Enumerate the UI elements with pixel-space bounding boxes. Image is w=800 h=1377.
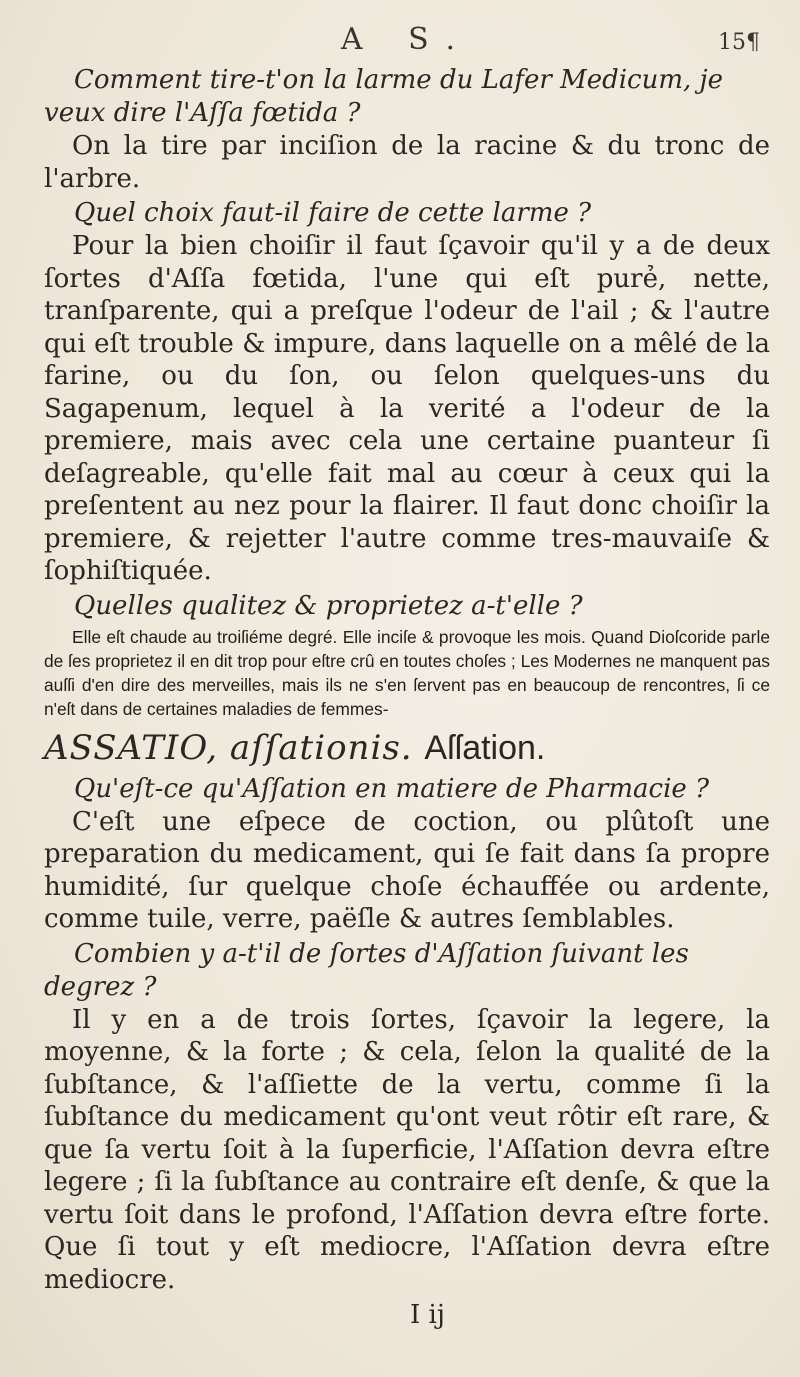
answer-5: Il y en a de trois ſortes, ſçavoir la legere, la moyenne, & la forte ; & cela, ſelon la qualité de la ſubſtance, & l'aſſiette de la vertu, comme ſi la ſubſtance du medicament qu'ont veut rôtir eſt rare, & que ſa vertu ſoit à la ſuperficie, l'Aſſation devra eſtre legere ; ſi la ſubſtance au contraire eſt denſe, & que la vertu ſoit dans le profond, l'Aſſation devra eſtre forte. Que ſi tout y eſt mediocre, l'Aſſation devra eſtre mediocre. bbox=[44, 1004, 770, 1295]
question-2: Quel choix faut-il faire de cette larme ? bbox=[74, 198, 592, 228]
signature-mark: I ij bbox=[410, 1300, 445, 1330]
answer-2: Pour la bien choiſir il faut ſçavoir qu'il y a de deux ſortes d'Aſſa fœtida, l'une qui eſt purẻ, nette, tranſparente, qui a preſque l'odeur de l'ail ; & l'autre qui eſt trouble & impure, dans laquelle on a mêlé de la farine, ou du ſon, ou ſelon quelques-uns du Sagapenum, lequel à la verité a l'odeur de la premiere, mais avec cela une certaine puanteur ſi deſagreable, qu'elle fait mal au cœur à ceux qui la preſentent au nez pour la flairer. Il faut donc choiſir la premiere, & rejetter l'autre comme tres-mauvaiſe & ſophiſtiquée. bbox=[44, 231, 770, 586]
entry-heading-french: Aſſation. bbox=[424, 728, 546, 767]
page-header bbox=[44, 22, 770, 62]
running-head: A S. bbox=[340, 22, 474, 57]
question-4: Qu'eſt-ce qu'Aſſation en matiere de Pharmacie ? bbox=[74, 773, 710, 804]
answer-3-small: Elle eſt chaude au troiſiéme degré. Elle inciſe & provoque les mois. Quand Dioſcoride parle de ſes proprietez il en dit trop pour eſtre crû en toutes choſes ; Les Modernes ne manquent pas auſſi d'en dire des merveilles, mais ils ne s'en ſervent pas en beaucoup de rencontres, ſi ce n'eſt dans de certaines maladies de femmes- bbox=[44, 626, 770, 719]
entry-heading-latin: ASSATIO, aſſationis. bbox=[44, 727, 413, 768]
question-3: Quelles qualitez & proprietez a-t'elle ? bbox=[74, 590, 583, 621]
page-number: 15¶ bbox=[718, 30, 760, 55]
answer-1: On la tire par inciſion de la racine & du tronc de l'arbre. bbox=[44, 131, 770, 194]
question-5: Combien y a-t'il de ſortes d'Aſſation ſuivant les degrez ? bbox=[44, 938, 689, 1002]
entry-heading bbox=[44, 725, 770, 771]
question-1: Comment tire-t'on la larme du Lafer Medicum, je veux dire l'Aſſa fœtida ? bbox=[44, 65, 723, 128]
answer-4: C'eſt une eſpece de coction, ou plûtoſt une preparation du medicament, qui ſe fait dans ſa propre humidité, ſur quelque choſe échauffée ou ardente, comme tuile, verre, paëſle & autres ſemblables. bbox=[44, 806, 770, 934]
